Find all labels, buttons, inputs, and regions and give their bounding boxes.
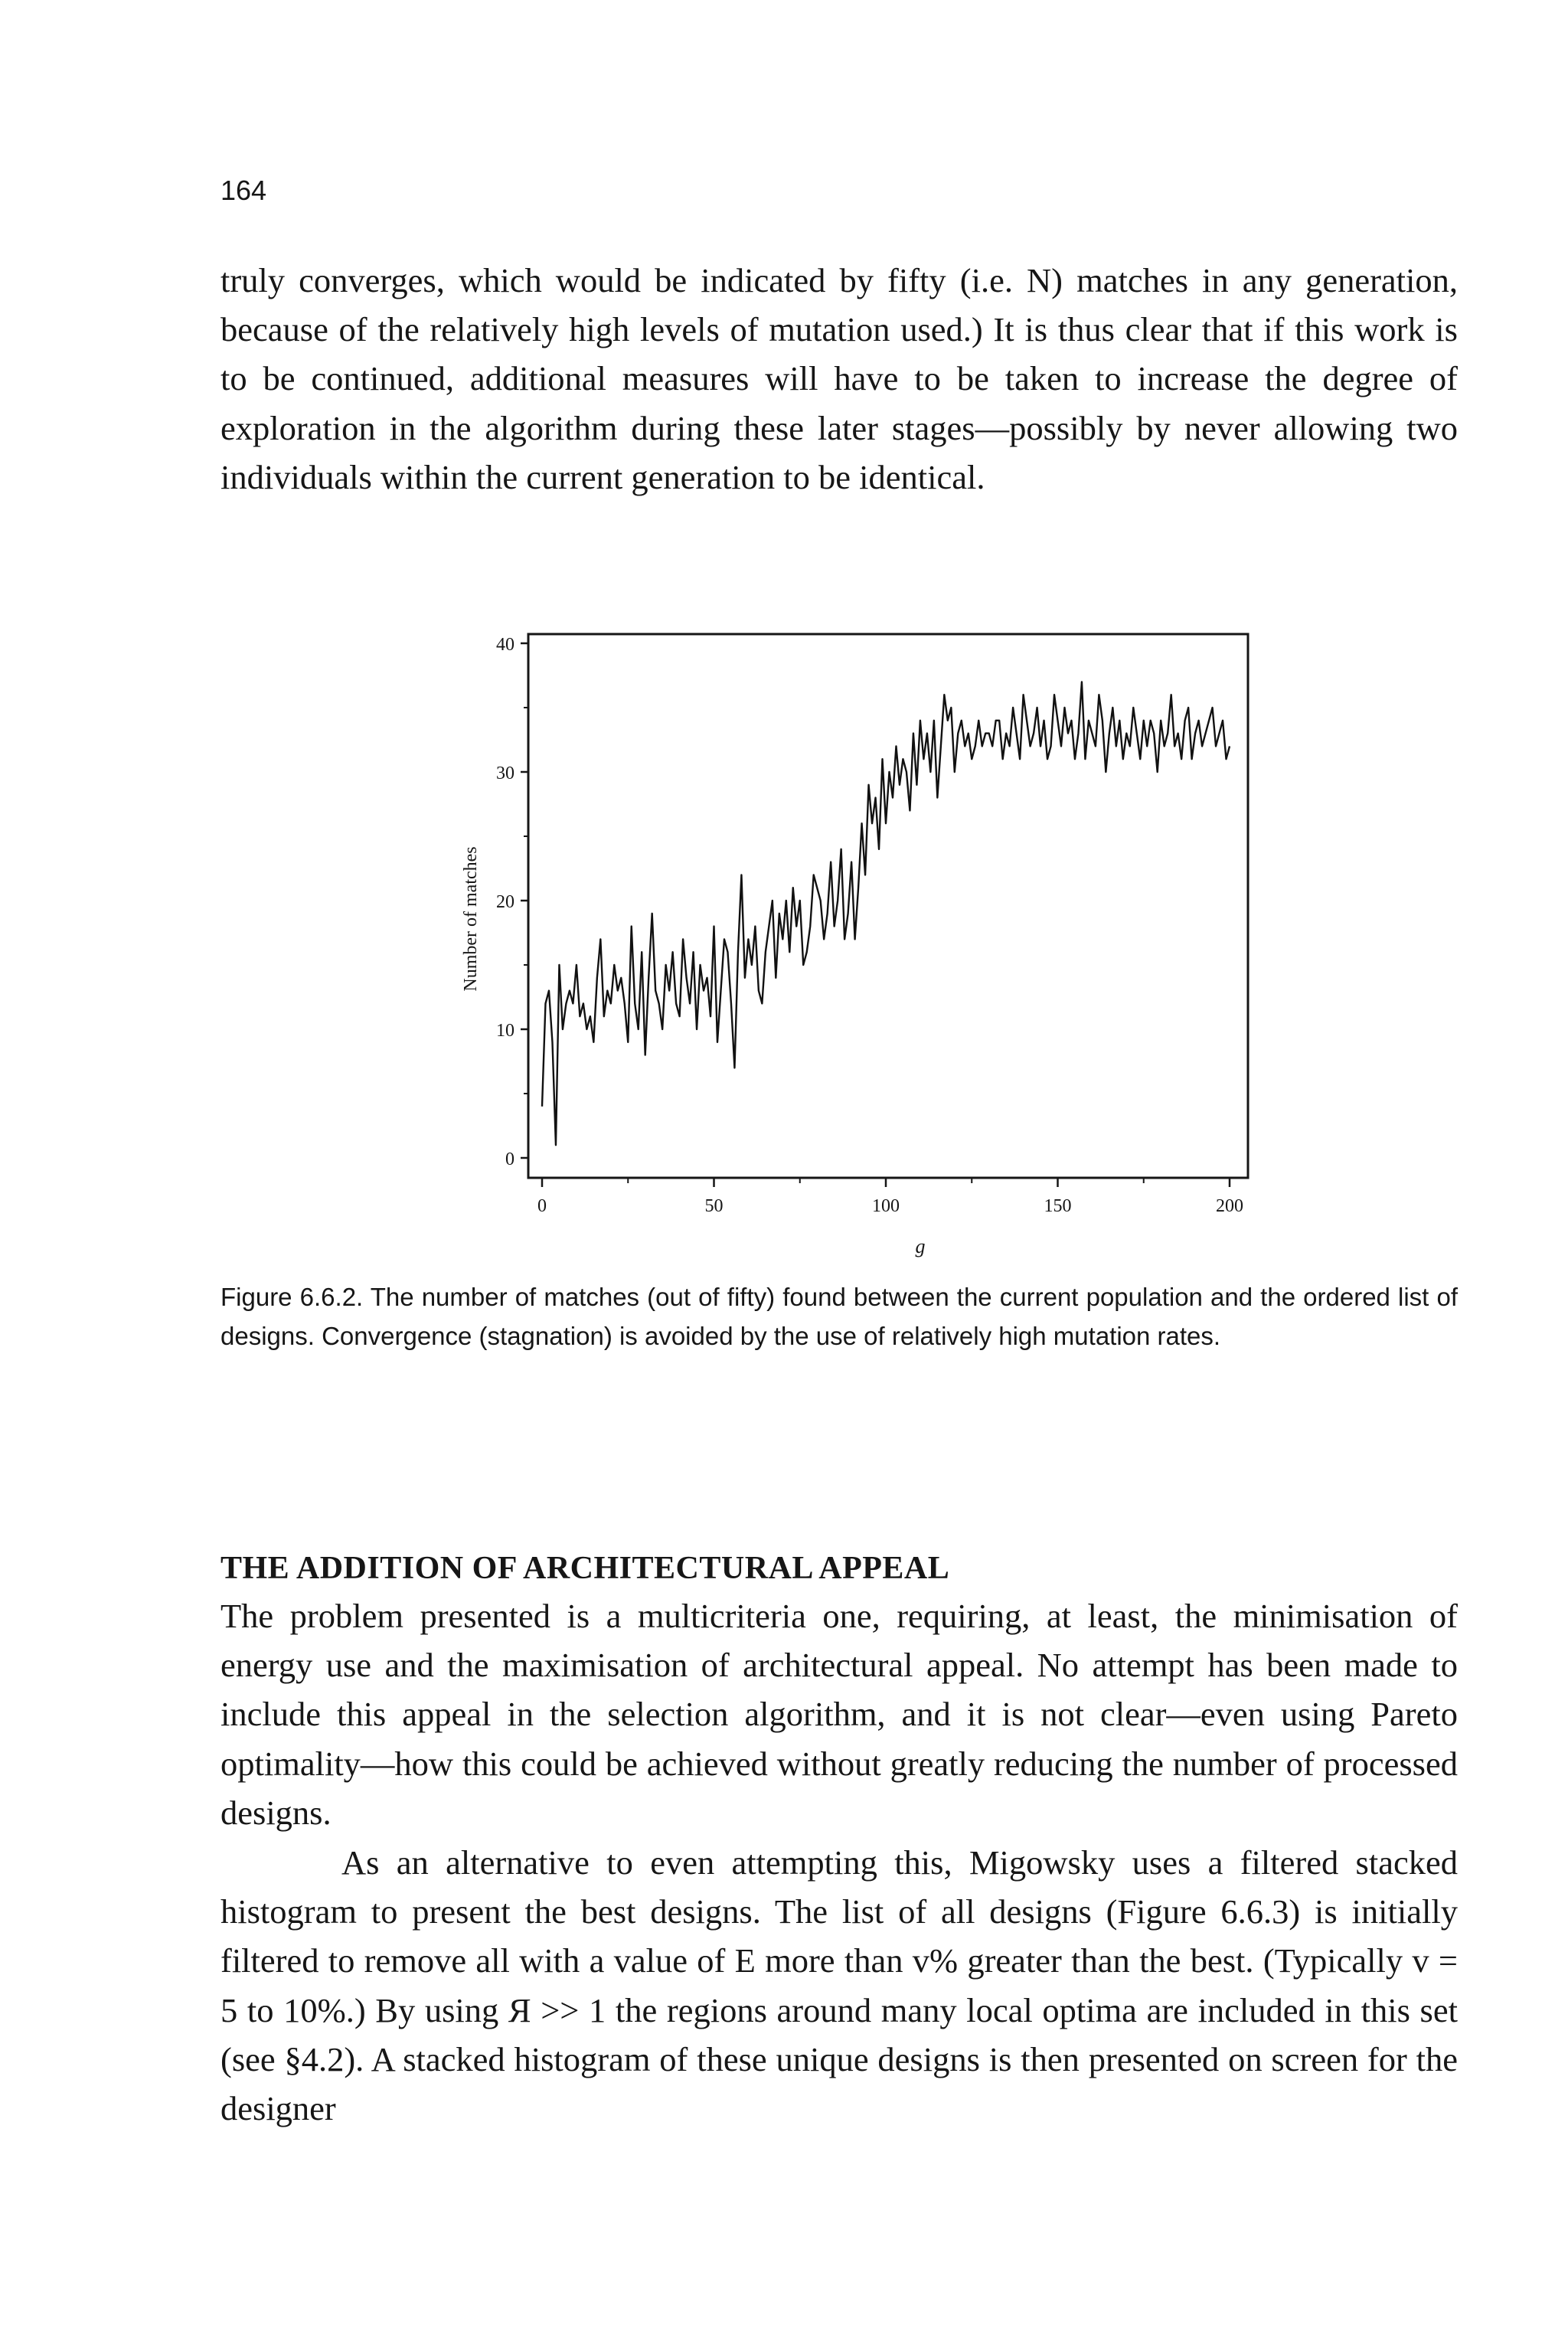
x-tick-label: 100	[872, 1196, 900, 1216]
matches-series-line	[542, 682, 1230, 1145]
x-axis-label: g	[915, 1235, 926, 1257]
y-tick-label: 0	[505, 1149, 514, 1169]
body-paragraph-3: As an alternative to even attempting this, Migowsky uses a filtered stacked histogram to present the best designs. The list of all designs (Figure 6.6.3) is initially filtered to remove all with a value of E more than v% greater than the best. (Typically v = 5 to 10%.) By using Я >> 1 the regions around many local optima are included in this set (see §4.2). A stacked histogram of these unique designs is then presented on screen for the designer	[220, 1843, 1458, 2128]
body-paragraph-1: truly converges, which would be indicated by fifty (i.e. N) matches in any generation, because of the relatively high levels of mutation used.) It is thus clear that if this work is to be continued, additional measures will have to be taken to increase the degree of exploration in the algorithm during these later stages—possibly by never allowing two individuals within the current generation to be identical.	[220, 261, 1458, 496]
y-tick-label: 40	[496, 635, 514, 655]
matches-line-chart	[429, 613, 1286, 1257]
x-axis	[537, 1178, 1243, 1216]
y-tick-label: 10	[496, 1021, 514, 1041]
y-axis-label: Number of matches	[461, 846, 481, 992]
plot-frame	[528, 634, 1248, 1178]
page-number: 164	[220, 175, 267, 206]
x-tick-label: 0	[537, 1196, 547, 1216]
figure-caption: Figure 6.6.2. The number of matches (out of fifty) found between the current population and the ordered list of designs. Convergence (stagnation) is avoided by the use of relatively high mutation rates.	[220, 1283, 1458, 1350]
figure-6-6-2	[429, 613, 1286, 1257]
x-tick-label: 200	[1216, 1196, 1243, 1216]
x-tick-label: 150	[1044, 1196, 1072, 1216]
y-tick-label: 20	[496, 892, 514, 912]
body-paragraph-2: The problem presented is a multicriteria one, requiring, at least, the minimisation of energy use and the maximisation of architectural appeal. No attempt has been made to include this appeal in the selection algorithm, and it is not clear—even using Pareto optimality—how this could be achieved without greatly reducing the number of processed designs.	[220, 1597, 1458, 1832]
section-heading: THE ADDITION OF ARCHITECTURAL APPEAL	[220, 1551, 950, 1586]
y-tick-label: 30	[496, 764, 514, 783]
y-axis	[496, 635, 528, 1169]
x-tick-label: 50	[704, 1196, 724, 1216]
